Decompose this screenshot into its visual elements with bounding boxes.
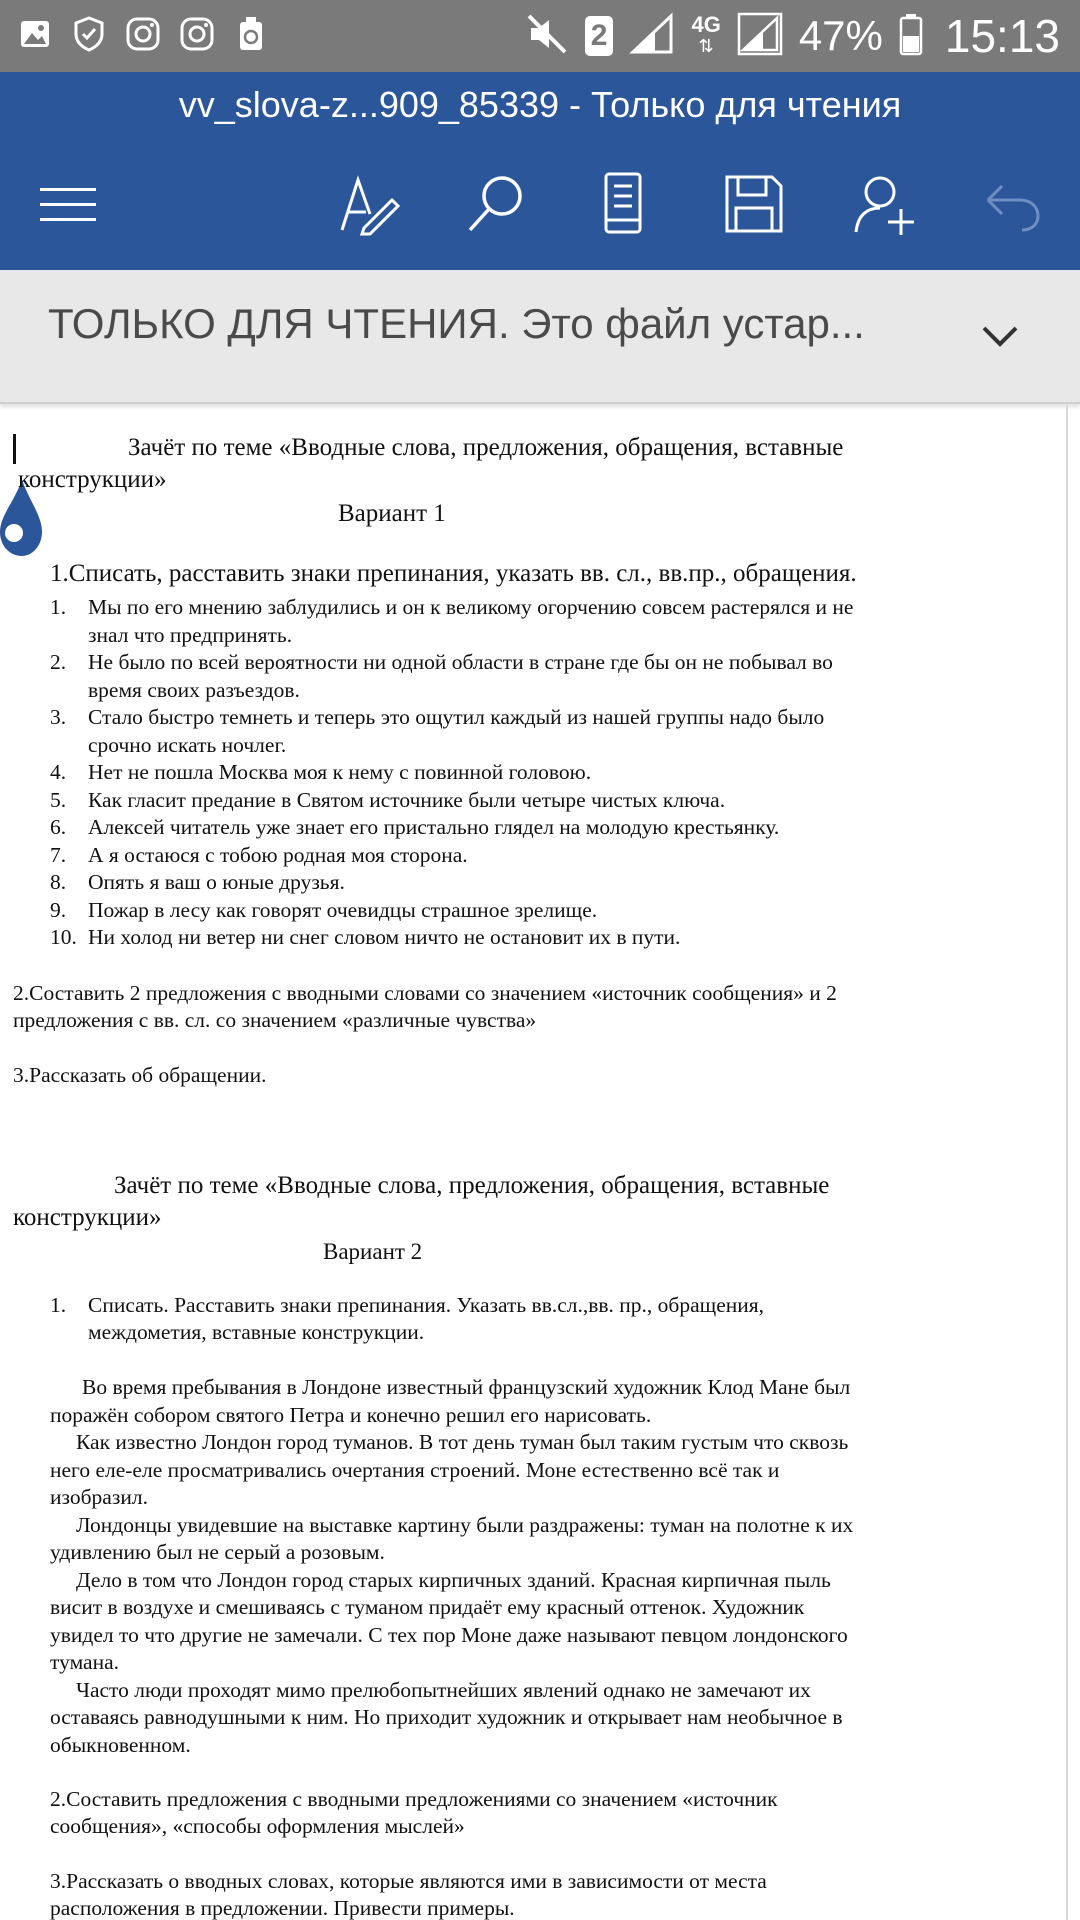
banner-text: ТОЛЬКО ДЛЯ ЧТЕНИЯ. Это файл устар... <box>48 300 865 347</box>
list-number: 4. <box>50 760 67 784</box>
reading-view-icon <box>600 172 648 236</box>
save-button[interactable] <box>718 168 790 240</box>
passage-line: тумана. <box>50 1650 120 1674</box>
chevron-down-icon[interactable] <box>970 306 1030 366</box>
list-item: Нет не пошла Москва моя к нему с повинной головою. <box>88 760 592 784</box>
list-item: Ни холод ни ветер ни снег словом ничто не остановит их в пути. <box>88 925 681 949</box>
list-item: Опять я ваш о юные друзья. <box>88 870 345 894</box>
search-button[interactable] <box>460 168 532 240</box>
share-button[interactable] <box>848 168 920 240</box>
task-text: расположения в предложении. Привести примеры. <box>50 1896 515 1920</box>
signal-icon <box>629 12 675 60</box>
list-item: знал что предпринять. <box>88 622 293 647</box>
passage-line: обыкновенном. <box>50 1732 191 1757</box>
shield-check-icon <box>72 14 106 54</box>
task-text: Списать. Расставить знаки препинания. Указать вв.сл.,вв. пр., обращения, <box>88 1293 765 1317</box>
heading: конструкции» <box>13 1204 162 1231</box>
instagram-icon <box>180 14 214 54</box>
list-item: время своих разъездов. <box>88 677 300 702</box>
passage-line: него еле-еле просматривались очертания строений. Моне естественно всё так и <box>50 1457 780 1482</box>
passage-line: изобразил. <box>50 1485 148 1509</box>
save-icon <box>724 174 784 234</box>
reading-view-button[interactable] <box>588 168 660 240</box>
passage-line: поражён собором святого Петра и конечно решил его нарисовать. <box>50 1402 652 1427</box>
variant-title: Вариант 2 <box>323 1239 423 1264</box>
undo-button[interactable] <box>976 168 1048 240</box>
list-item: Не было по всей вероятности ни одной области в стране где бы он не побывал во <box>88 650 833 674</box>
variant-title: Вариант 1 <box>338 500 446 527</box>
task-text: междометия, вставные конструкции. <box>88 1320 425 1344</box>
list-item: Стало быстро темнеть и теперь это ощутил каждый из нашей группы надо было <box>88 705 825 729</box>
document-title: vv_slova-z...909_85339 - Только для чтения <box>0 72 1080 138</box>
task-heading: 1.Списать, расставить знаки препинания, указать вв. сл., вв.пр., обращения. <box>50 560 857 587</box>
battery-percent: 47% <box>798 12 883 59</box>
instagram-icon <box>126 14 160 54</box>
page-edge <box>1066 404 1068 1920</box>
text-cursor <box>13 434 16 464</box>
heading: конструкции» <box>18 466 167 493</box>
undo-icon <box>982 174 1042 234</box>
task-text: 2.Составить предложения с вводными предложениями со значением «источник <box>50 1787 778 1811</box>
passage-line: Часто люди проходят мимо прелюбопытнейших явлений однако не замечают их <box>76 1677 811 1702</box>
list-number: 6. <box>50 815 67 839</box>
heading: Зачёт по теме «Вводные слова, предложения, обращения, вставные <box>128 434 844 461</box>
recycle-icon <box>234 14 268 54</box>
list-number: 5. <box>50 787 67 812</box>
heading: Зачёт по теме «Вводные слова, предложения, обращения, вставные <box>114 1172 830 1199</box>
list-number: 1. <box>50 595 67 619</box>
list-number: 2. <box>50 650 67 674</box>
passage-line: висит в воздухе и смешиваясь с туманом придаёт ему красный оттенок. Художник <box>50 1595 805 1619</box>
status-bar <box>0 0 1080 72</box>
passage-line: Дело в том что Лондон город старых кирпичных зданий. Красная кирпичная пыль <box>76 1567 831 1592</box>
list-number: 9. <box>50 897 67 922</box>
list-item: Алексей читатель уже знает его пристально глядел на молодую крестьянку. <box>88 815 780 839</box>
list-item: Мы по его мнению заблудились и он к великому огорчению совсем растерялся и не <box>88 595 854 619</box>
passage-line: оставаясь равнодушными к ним. Но приходит художник и открывает нам необычное в <box>50 1705 843 1729</box>
list-number: 3. <box>50 705 67 729</box>
passage-line: Как известно Лондон город туманов. В тот день туман был таким густым что сквозь <box>76 1430 849 1454</box>
list-number: 7. <box>50 842 67 867</box>
task-text: предложения с вв. сл. со значением «различные чувства» <box>13 1008 537 1032</box>
edit-pen-icon <box>336 172 400 236</box>
signal-icon <box>737 12 783 60</box>
list-item: срочно искать ночлег. <box>88 732 287 757</box>
gallery-icon <box>18 14 52 54</box>
task-text: 3.Рассказать об обращении. <box>13 1063 267 1087</box>
task-text: сообщения», «способы оформления мыслей» <box>50 1814 465 1838</box>
edit-button[interactable] <box>332 168 404 240</box>
mute-icon <box>525 12 569 60</box>
list-number: 1. <box>50 1293 67 1317</box>
list-item: А я остаюся с тобою родная моя сторона. <box>88 842 468 867</box>
sim-slot-badge: 2 <box>585 16 614 56</box>
read-only-banner[interactable] <box>0 270 1080 404</box>
document-page[interactable] <box>0 404 1066 1920</box>
clock: 15:13 <box>944 10 1060 62</box>
search-icon <box>464 172 528 236</box>
task-text: 3.Рассказать о вводных словах, которые являются ими в зависимости от места <box>50 1869 767 1893</box>
toolbar <box>0 138 1080 270</box>
share-person-icon <box>852 172 916 236</box>
hamburger-icon <box>36 180 100 228</box>
passage-line: увидел то что другие не замечали. С тех пор Моне даже называют певцом лондонского <box>50 1622 848 1647</box>
battery-icon <box>899 12 923 60</box>
menu-button[interactable] <box>32 168 104 240</box>
passage-line: Во время пребывания в Лондоне известный французский художник Клод Мане был <box>82 1375 851 1399</box>
network-type-label: 4G ⇅ <box>691 12 721 57</box>
task-text: 2.Составить 2 предложения с вводными словами со значением «источник сообщения» и 2 <box>13 981 837 1005</box>
passage-line: удивлению был не серый а розовым. <box>50 1540 385 1564</box>
list-item: Как гласит предание в Святом источнике были четыре чистых ключа. <box>88 787 726 812</box>
list-number: 8. <box>50 870 67 894</box>
list-number: 10. <box>50 925 77 949</box>
passage-line: Лондонцы увидевшие на выставке картину были раздражены: туман на полотне к их <box>76 1512 854 1537</box>
list-item: Пожар в лесу как говорят очевидцы страшное зрелище. <box>88 897 598 922</box>
